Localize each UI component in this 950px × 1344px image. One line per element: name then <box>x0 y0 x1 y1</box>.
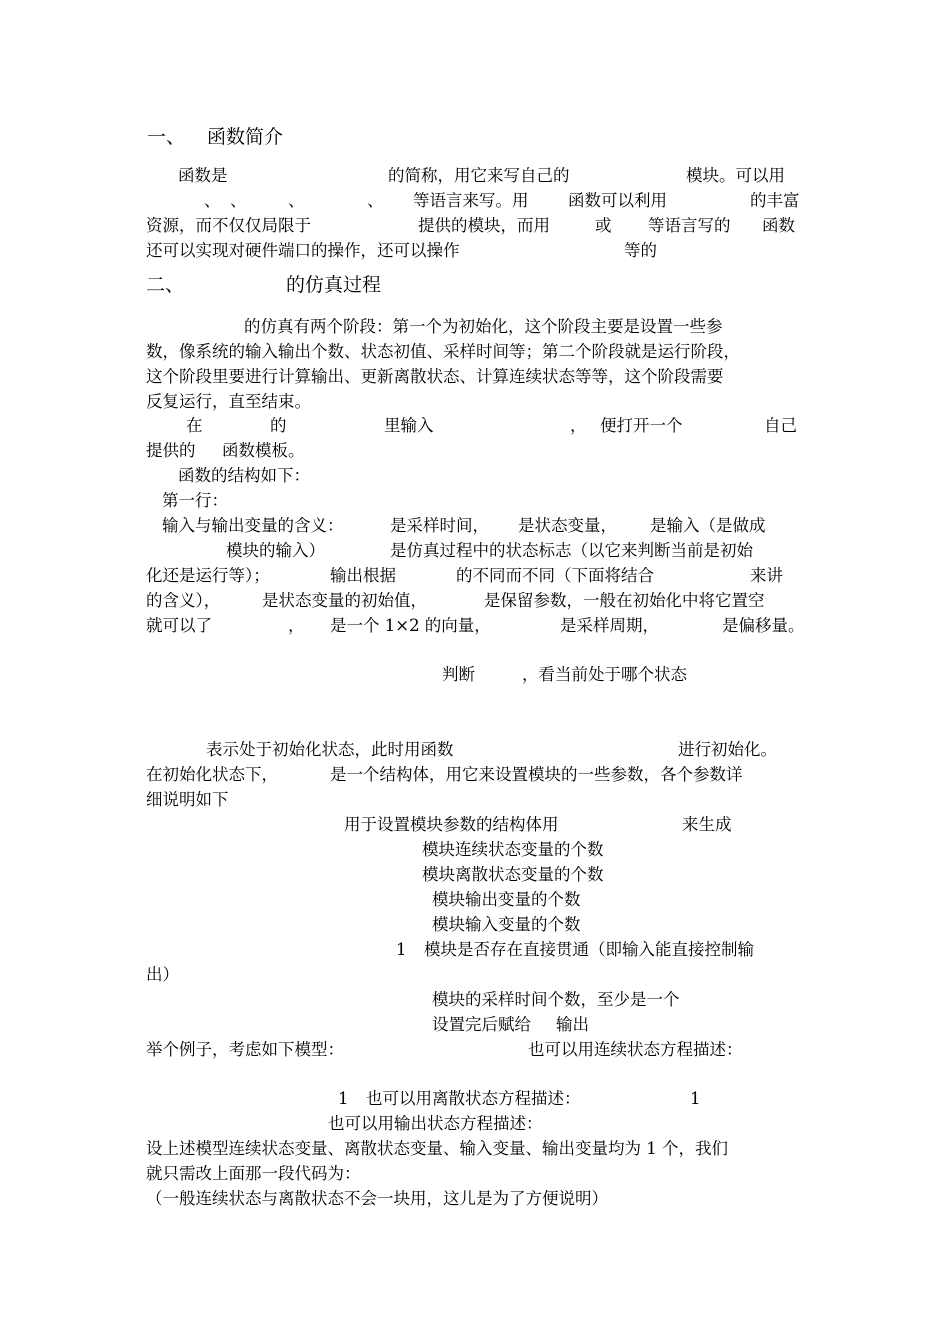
text-line: 数，像系统的输入输出个数、状态初值、采样时间等；第二个阶段就是运行阶段， <box>146 342 740 361</box>
text-fragment: 、 <box>367 191 384 210</box>
text-fragment: 判断 <box>442 665 475 684</box>
text-fragment: 是偏移量。 <box>722 616 805 635</box>
text-fragment: 输入与输出变量的含义： <box>162 516 344 535</box>
text-fragment: 等语言来写。用 <box>413 191 529 210</box>
heading-1-number: 一、 <box>147 126 186 148</box>
text-fragment: 函数可以利用 <box>568 191 667 210</box>
text-line: 模块连续状态变量的个数 <box>422 840 604 859</box>
text-line: 模块离散状态变量的个数 <box>422 865 604 884</box>
text-fragment: 进行初始化。 <box>678 740 777 759</box>
text-fragment: 等的 <box>624 241 657 260</box>
heading-2-title: 的仿真过程 <box>286 274 382 296</box>
text-fragment: 在 <box>186 416 203 435</box>
text-fragment: 在初始化状态下， <box>146 765 278 784</box>
text-line: 模块输入变量的个数 <box>432 915 581 934</box>
text-fragment: 的不同而不同（下面将结合 <box>456 566 654 585</box>
text-fragment: 、 <box>204 191 221 210</box>
text-fragment: 1 <box>690 1089 701 1108</box>
text-fragment: 输出根据 <box>330 566 396 585</box>
text-fragment: 模块。可以用 <box>686 166 785 185</box>
text-fragment: 的含义）， <box>146 591 221 610</box>
text-line: 就只需改上面那一段代码为： <box>146 1164 361 1183</box>
text-fragment: 是采样周期， <box>560 616 659 635</box>
text-line: 出） <box>146 965 179 984</box>
text-fragment: 的丰富 <box>750 191 800 210</box>
text-line: 也可以用输出状态方程描述： <box>328 1114 543 1133</box>
text-line: 设上述模型连续状态变量、离散状态变量、输入变量、输出变量均为 1 个，我们 <box>146 1139 728 1158</box>
text-fragment: 化还是运行等）； <box>146 566 270 585</box>
text-fragment: 函数是 <box>178 166 228 185</box>
text-fragment: 函数 <box>762 216 795 235</box>
text-fragment: 是一个 1×2 的向量， <box>330 616 491 635</box>
text-fragment: 是保留参数，一般在初始化中将它置空 <box>484 591 765 610</box>
text-fragment: 举个例子，考虑如下模型： <box>146 1040 344 1059</box>
text-line: 的仿真有两个阶段：第一个为初始化，这个阶段主要是设置一些参 <box>244 317 723 336</box>
text-fragment: 来生成 <box>682 815 732 834</box>
text-fragment: 模块的输入） <box>226 541 325 560</box>
text-fragment: 、 <box>230 191 247 210</box>
text-fragment: 1 <box>396 940 407 959</box>
text-fragment: 细说明如下 <box>146 790 229 809</box>
text-line: 模块的采样时间个数，至少是一个 <box>432 990 680 1009</box>
text-fragment: 来讲 <box>750 566 783 585</box>
text-fragment: 设置完后赋给 <box>432 1015 531 1034</box>
text-fragment: 是仿真过程中的状态标志（以它来判断当前是初始 <box>390 541 753 560</box>
heading-2-number: 二、 <box>146 274 185 296</box>
text-fragment: 是输入（是做成 <box>650 516 766 535</box>
text-fragment: 是状态变量的初始值， <box>262 591 427 610</box>
text-fragment: 提供的 <box>146 441 196 460</box>
text-line: 第一行： <box>162 491 228 510</box>
text-fragment: 的 <box>270 416 287 435</box>
text-fragment: 便打开一个 <box>600 416 683 435</box>
text-fragment: 就可以了 <box>146 616 212 635</box>
text-fragment: 自己 <box>764 416 797 435</box>
text-fragment: 也可以用离散状态方程描述： <box>366 1089 581 1108</box>
text-fragment: 是一个结构体，用它来设置模块的一些参数，各个参数详 <box>330 765 743 784</box>
text-fragment: 等语言写的 <box>648 216 731 235</box>
text-line: 这个阶段里要进行计算输出、更新离散状态、计算连续状态等等，这个阶段需要 <box>146 367 724 386</box>
text-fragment: 里输入 <box>384 416 434 435</box>
text-fragment: 还可以实现对硬件端口的操作，还可以操作 <box>146 241 460 260</box>
text-line: 模块输出变量的个数 <box>432 890 581 909</box>
text-line: 反复运行，直至结束。 <box>146 392 311 411</box>
text-fragment: 资源，而不仅仅局限于 <box>146 216 311 235</box>
text-fragment: ， <box>570 416 587 435</box>
text-fragment: 用于设置模块参数的结构体用 <box>344 815 559 834</box>
text-fragment: 、 <box>288 191 305 210</box>
text-fragment: 函数模板。 <box>222 441 305 460</box>
text-fragment: 或 <box>595 216 612 235</box>
text-fragment: 是状态变量， <box>518 516 617 535</box>
text-fragment: 输出 <box>556 1015 589 1034</box>
text-fragment: ， <box>288 616 305 635</box>
text-fragment: 1 <box>338 1089 349 1108</box>
text-fragment: 是采样时间， <box>390 516 489 535</box>
text-fragment: 模块是否存在直接贯通（即输入能直接控制输 <box>424 940 754 959</box>
heading-1-title: 函数简介 <box>207 126 284 148</box>
text-fragment: 提供的模块，而用 <box>418 216 550 235</box>
text-fragment: 的简称，用它来写自己的 <box>388 166 570 185</box>
text-line: （一般连续状态与离散状态不会一块用，这儿是为了方便说明） <box>146 1189 608 1208</box>
text-fragment: ，看当前处于哪个状态 <box>522 665 687 684</box>
text-fragment: 也可以用连续状态方程描述： <box>528 1040 743 1059</box>
text-fragment: 表示处于初始化状态，此时用函数 <box>206 740 454 759</box>
text-line: 函数的结构如下： <box>178 466 310 485</box>
